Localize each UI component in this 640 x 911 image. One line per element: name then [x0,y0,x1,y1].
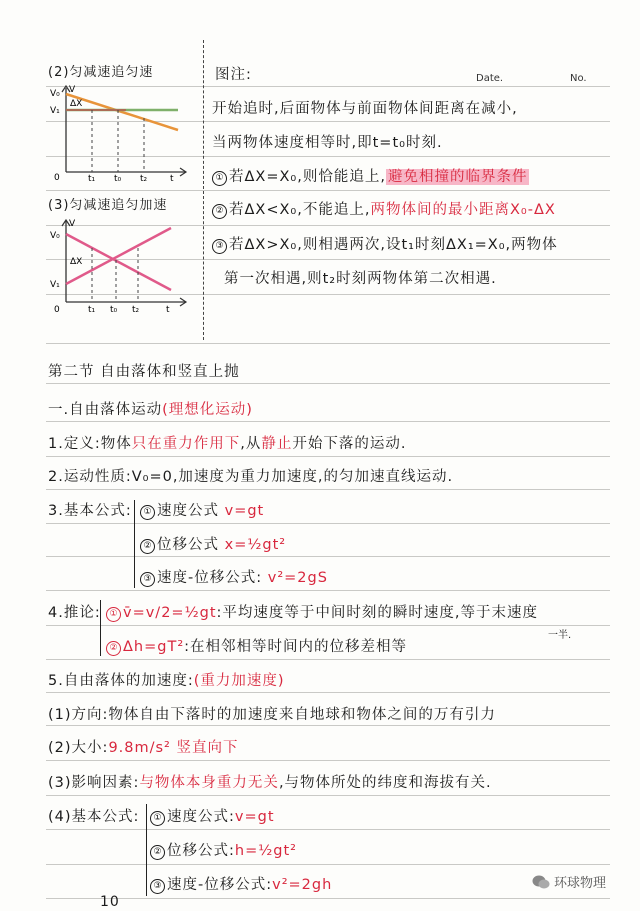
formula-brace [134,500,135,588]
graph1-v-label: V [69,85,76,95]
basic-formula-label: (4)基本公式: [48,809,140,825]
watermark-text: 环球物理 [554,876,607,891]
graph2-v0-label: V₀ [50,231,60,241]
factor-red: 与物体本身重力无关 [139,775,279,791]
direction-line: (1)方向:物体自由下落时的加速度来自地球和物体之间的万有引力 [48,707,496,723]
case2-text: 若ΔX<X₀,不能追上, [229,202,371,218]
b1-equation: v=gt [234,809,275,825]
factor-label: (3)影响因素: [48,775,140,791]
f1-equation: v=gt [224,503,265,519]
formula-2 [140,536,286,554]
b3-equation: v²=2gh [272,877,333,893]
size-label: (2)大小: [48,740,109,756]
note-case-2 [212,201,556,219]
date-label: Date. [476,73,504,84]
f3-label: 速度-位移公式: [157,570,263,586]
i1-number: ① [106,607,121,622]
case1-highlight: 避免相撞的临界条件 [387,169,528,185]
graph1-title: (2)匀减速追匀速 [48,65,154,80]
graph1-tick-t2: t₂ [140,174,148,182]
graph2-tick-t0: t₀ [110,305,118,315]
note-line-1: 开始追时,后面物体与前面物体间距离在减小, [212,101,518,117]
basic-formula-2 [150,842,297,860]
graph1-origin: 0 [54,173,60,182]
factor-end: ,与物体所处的纬度和海拔有关. [278,775,492,791]
def-end: 开始下落的运动. [292,436,407,452]
basic-brace [146,804,147,896]
b1-label: 速度公式: [167,809,235,825]
i2-text: :在相邻相等时间内的位移差相等 [184,639,408,655]
formula-1 [140,502,264,520]
f3-number: ③ [140,572,155,587]
column-divider [203,40,204,340]
i1-equation: v̄=v/2=½gt [123,605,217,621]
graph1-v0-label: V₀ [50,89,60,99]
graph2-dx-label: ΔX [70,257,83,267]
inference-2 [106,638,407,656]
case3-number: ③ [212,239,227,254]
case1-text: 若ΔX=X₀,则恰能追上, [229,169,386,185]
basic-formula-1 [150,808,275,826]
inference-label: 4.推论: [48,605,101,621]
note-case-1 [212,168,529,186]
note-case-3 [212,236,558,254]
b2-equation: h=½gt² [234,843,297,859]
definition-line [48,435,406,453]
graph1-tick-t: t [170,174,174,182]
graph1-dx-label: ΔX [70,99,83,109]
i2-number: ② [106,641,121,656]
f2-number: ② [140,539,155,554]
graph2-title: (3)匀减速追匀加速 [48,198,168,213]
b2-number: ② [150,845,165,860]
formula-3 [140,569,328,587]
basic-formula-3 [150,876,332,894]
f2-label: 位移公式 [157,537,219,553]
graph2-tick-t2: t₂ [132,305,140,315]
size-line [48,739,238,757]
graph2-origin: 0 [54,305,60,315]
i2-equation: Δh=gT² [123,639,185,655]
graph2-tick-t: t [166,305,170,315]
graph2-accel-line [66,228,171,284]
graph1-diagram [46,82,196,182]
b1-number: ① [150,811,165,826]
accel-label: 5.自由落体的加速度: [48,673,194,689]
size-red: 9.8m/s² 竖直向下 [108,740,239,756]
graph2-v1-label: V₁ [50,280,60,290]
watermark [532,872,606,891]
f3-equation: v²=2gS [267,570,328,586]
def-red-2: 静止 [261,436,293,452]
factor-line [48,774,492,792]
inference-brace [100,600,101,656]
inference-1 [106,604,538,622]
def-red-1: 只在重力作用下 [131,436,241,452]
graph2-diagram [46,216,196,316]
graph2-v-label: V [69,219,76,229]
f2-equation: x=½gt² [224,537,287,553]
f1-number: ① [140,505,155,520]
nature-line: 2.运动性质:V₀=0,加速度为重力加速度,的匀加速直线运动. [48,469,454,485]
graph2-tick-t1: t₁ [88,305,96,315]
formula-label: 3.基本公式: [48,503,132,519]
no-label: No. [570,73,587,84]
def-mid: ,从 [240,436,262,452]
part1-label: 一.自由落体运动 [48,402,163,418]
page-number: 10 [100,894,120,910]
case3-text: 若ΔX>X₀,则相遇两次,设t₁时刻ΔX₁=X₀,两物体 [229,237,558,253]
legend-label: 图注: [215,67,252,83]
graph1-decel-line [66,94,178,130]
accel-red: (重力加速度) [193,673,285,689]
case2-number: ② [212,204,227,219]
def-label: 1.定义:物体 [48,436,132,452]
f1-label: 速度公式 [157,503,219,519]
note-case-3-cont: 第一次相遇,则t₂时刻两物体第二次相遇. [224,271,497,287]
part1-note: (理想化运动) [162,402,253,418]
case2-red: 两物体间的最小距离X₀-ΔX [370,202,556,218]
note-line-2: 当两物体速度相等时,即t=t₀时刻. [212,135,443,151]
inference-1-tail: 一半. [548,630,572,641]
b3-number: ③ [150,879,165,894]
section-title: 第二节 自由落体和竖直上抛 [48,364,240,380]
case1-number: ① [212,171,227,186]
part1-heading [48,401,253,419]
b2-label: 位移公式: [167,843,235,859]
i1-text: :平均速度等于中间时刻的瞬时速度,等于末速度 [216,605,539,621]
wechat-icon [532,874,550,890]
b3-label: 速度-位移公式: [167,877,273,893]
graph1-tick-t1: t₁ [88,174,96,182]
acceleration-heading [48,672,285,690]
graph1-v1-label: V₁ [50,106,60,116]
graph1-tick-t0: t₀ [114,174,122,182]
